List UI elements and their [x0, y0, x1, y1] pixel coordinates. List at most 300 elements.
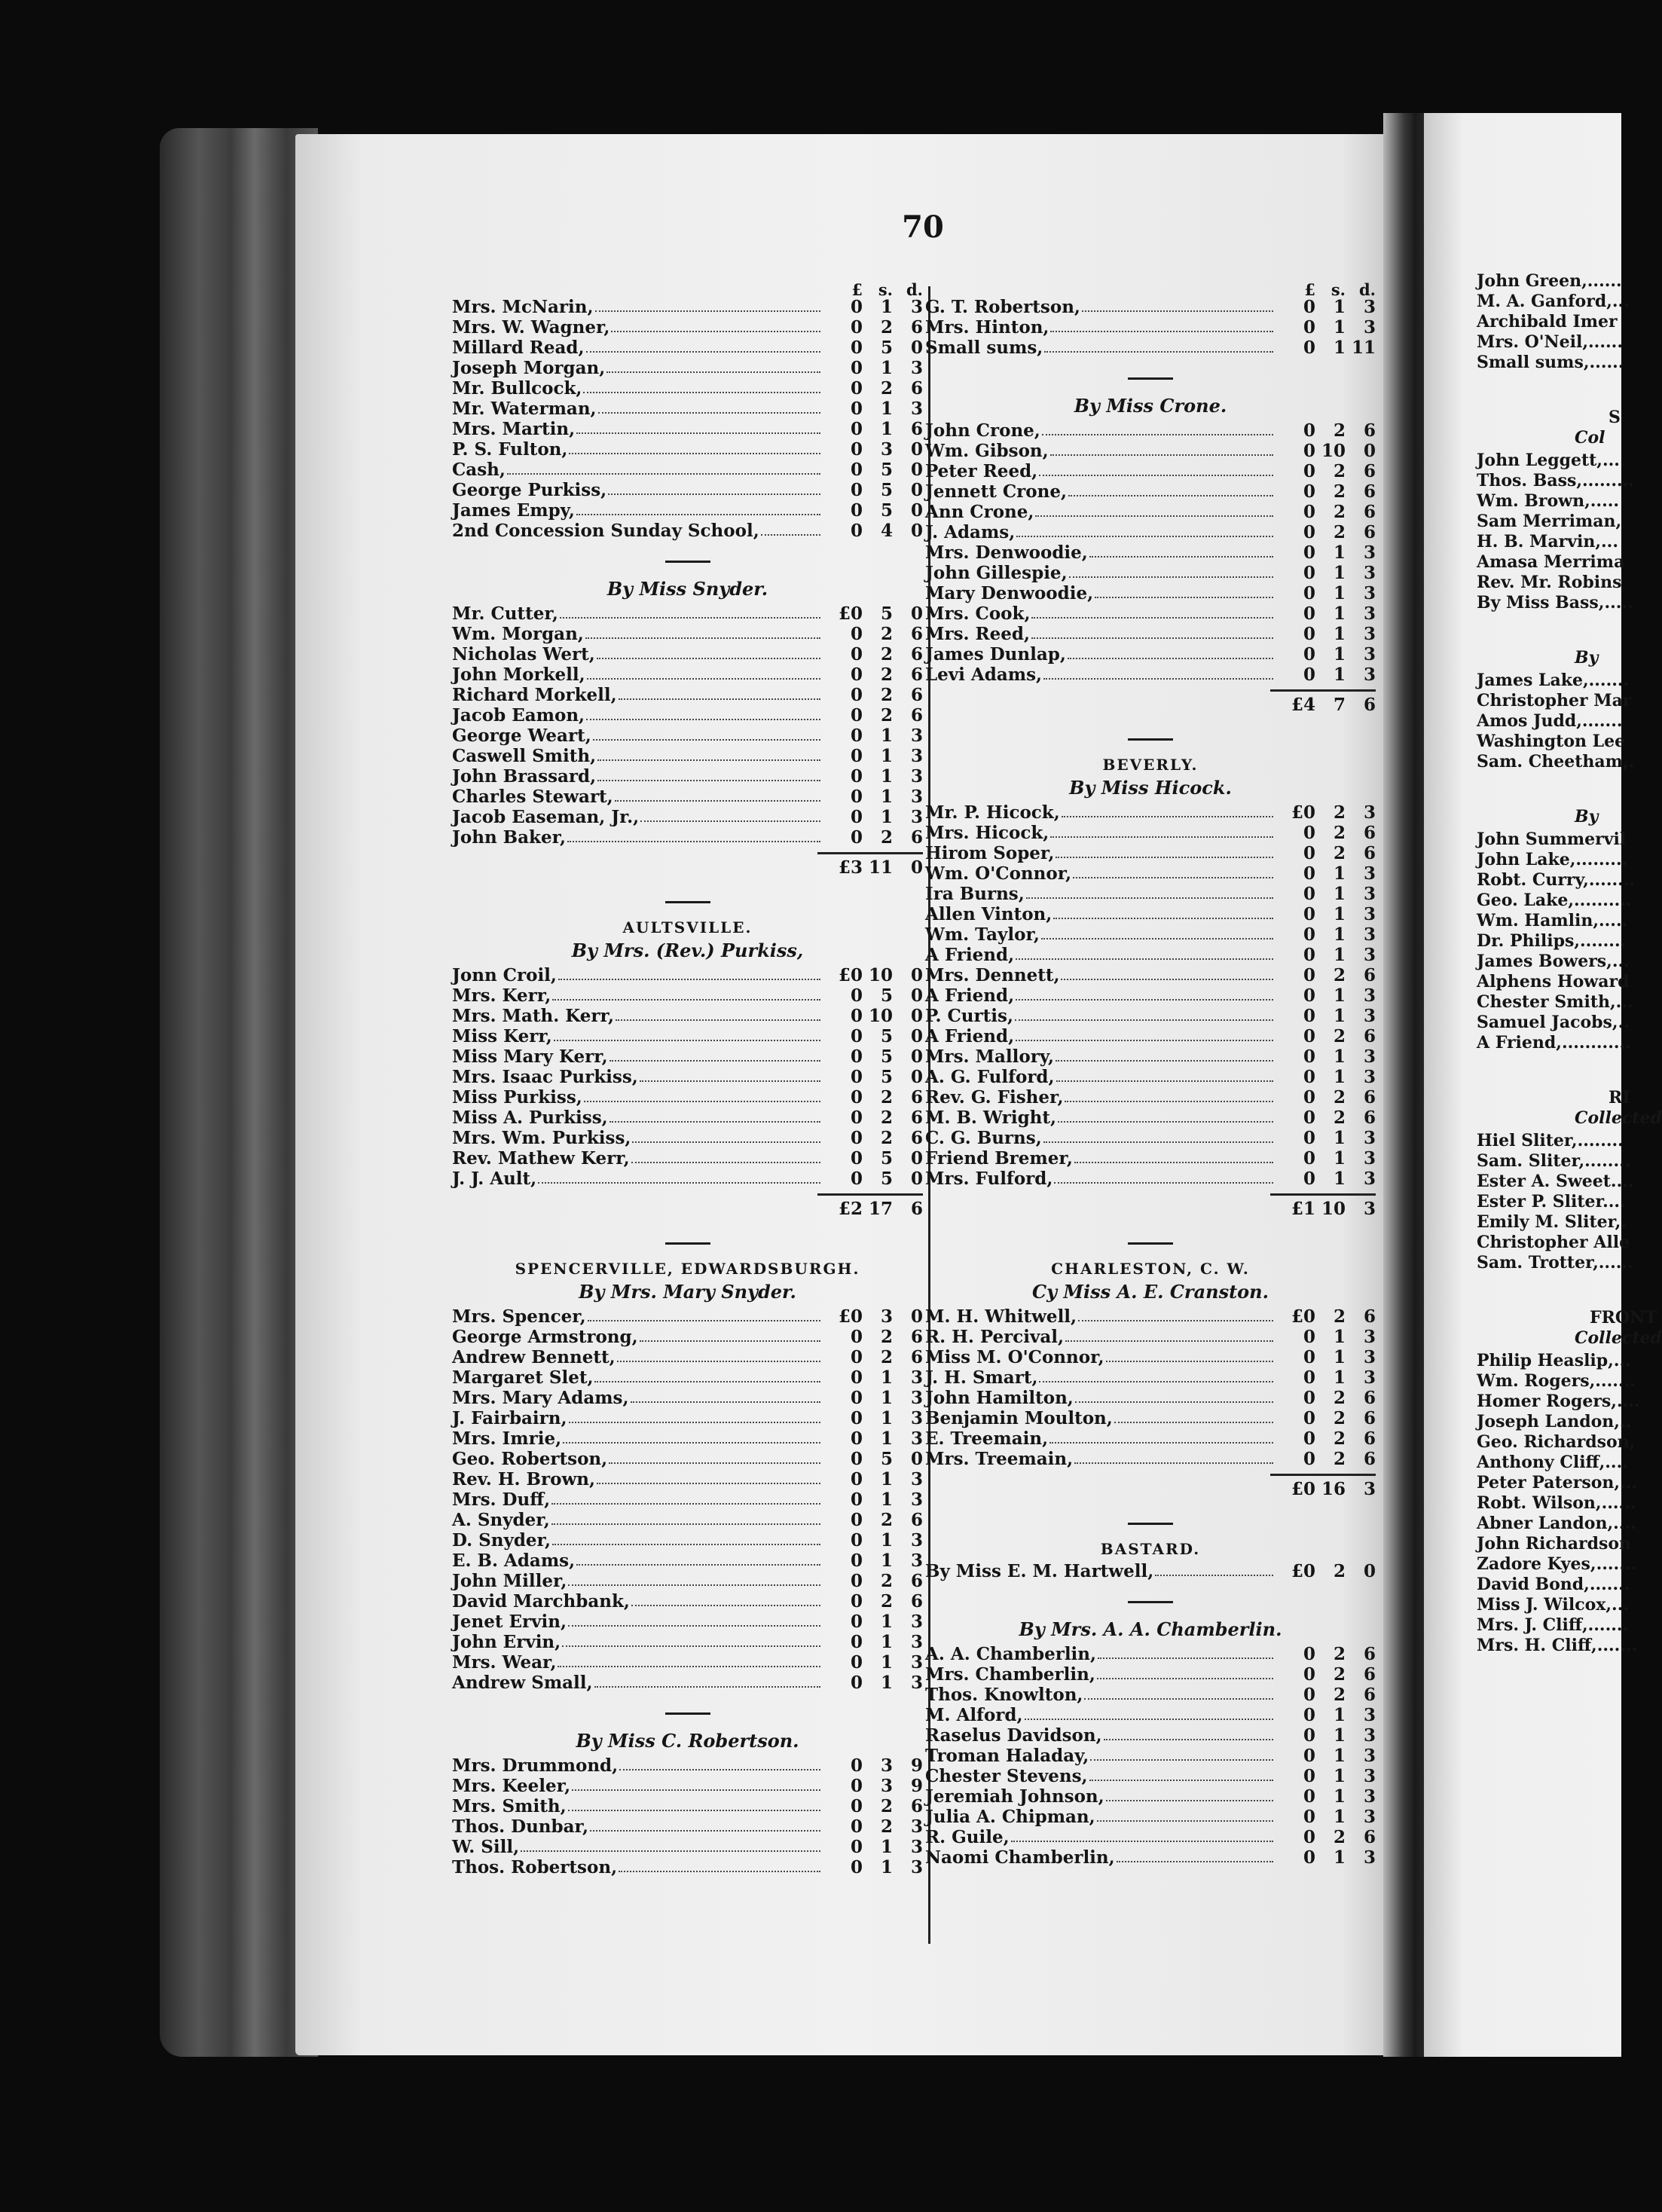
subscriber-name-wrap: [452, 1408, 825, 1428]
next-page-line: James Bowers,...: [1477, 952, 1630, 971]
subscription-row: [925, 1847, 1376, 1868]
amount-shillings: 1: [880, 1530, 893, 1551]
amount: [825, 480, 923, 500]
subscription-row: [452, 1632, 923, 1652]
subscription-row: [452, 665, 923, 685]
amount: [1278, 338, 1376, 358]
amount-pence: 3: [1363, 1847, 1376, 1868]
next-page-line: Philip Heaslip,...: [1477, 1351, 1631, 1370]
subscriber-name-wrap: [925, 945, 1278, 965]
subscriber-name-wrap: [452, 603, 825, 624]
leader-dots: [611, 317, 820, 332]
subscription-row: [925, 1725, 1376, 1746]
subscriber-name-wrap: [452, 1449, 825, 1469]
subscription-row: [925, 1087, 1376, 1108]
amount-shillings: 3: [880, 439, 893, 460]
amount-pounds: £0: [838, 1306, 863, 1327]
subscriber-name: Mrs. Duff,: [452, 1489, 551, 1510]
subscriber-name: Mrs. Spencer,: [452, 1306, 586, 1327]
amount-pounds: 0: [850, 1652, 863, 1673]
subscription-row: [925, 1347, 1376, 1367]
amount-pence: 6: [910, 378, 923, 399]
leader-dots: [1061, 965, 1273, 980]
subscriber-name: John Brassard,: [452, 766, 597, 787]
subscription-row: [452, 1408, 923, 1428]
amount-shillings: 1: [880, 1857, 893, 1877]
amount: [1278, 1128, 1376, 1148]
amount-shillings: 5: [880, 1449, 893, 1469]
subscriber-name: Mrs. Isaac Purkiss,: [452, 1067, 638, 1087]
subscriber-name-wrap: [452, 965, 825, 985]
leader-dots: [615, 787, 820, 802]
amount-shillings: 1: [1333, 563, 1346, 583]
subscription-row: [452, 807, 923, 827]
amount-pence: 3: [910, 1673, 923, 1693]
amount-shillings: 1: [1333, 1169, 1346, 1189]
leader-dots: [606, 358, 820, 373]
next-page-line: Robt. Curry,........: [1477, 870, 1636, 890]
subscriber-name-wrap: [452, 1428, 825, 1449]
amount-pounds: 0: [850, 1632, 863, 1652]
amount-shillings: 1: [1333, 1847, 1346, 1868]
leader-dots: [597, 766, 820, 781]
next-page-line: John Summervil: [1477, 830, 1627, 849]
subscription-row: [925, 965, 1376, 985]
subscription-row: [452, 766, 923, 787]
section-divider: [665, 561, 710, 563]
subscriber-name-wrap: [452, 1108, 825, 1128]
subscriber-name-wrap: [452, 1046, 825, 1067]
subscriber-name-wrap: [452, 1673, 825, 1693]
amount: [825, 1087, 923, 1108]
subscriber-name: Rev. H. Brown,: [452, 1469, 595, 1489]
amount-pence: 0: [910, 1306, 923, 1327]
amount-shillings: 5: [880, 1067, 893, 1087]
leader-dots: [595, 297, 820, 312]
subscriber-name-wrap: [925, 1148, 1278, 1169]
amount: [1278, 502, 1376, 522]
amount-pence: 3: [1363, 624, 1376, 644]
section-total: [925, 1196, 1376, 1223]
amount-pounds: 0: [850, 1367, 863, 1388]
leader-dots: [640, 807, 820, 822]
section-divider: [1128, 738, 1173, 741]
next-page-line: Mrs. H. Cliff,.......: [1477, 1636, 1638, 1655]
subscriber-name: Wm. Taylor,: [925, 924, 1040, 945]
leader-dots: [1053, 904, 1273, 919]
leader-dots: [593, 726, 820, 741]
amount-pence: 0: [910, 439, 923, 460]
subscriber-name: George Weart,: [452, 726, 591, 746]
amount-shillings: 2: [1333, 1388, 1346, 1408]
amount: [825, 460, 923, 480]
subscription-row: [925, 1449, 1376, 1469]
subscriber-name-wrap: [452, 1327, 825, 1347]
section-divider: [1128, 1523, 1173, 1525]
subscription-row: [925, 1169, 1376, 1189]
amount-pence: 3: [910, 1551, 923, 1571]
amount-pounds: 0: [1303, 338, 1315, 358]
total-shillings: 17: [868, 1199, 893, 1219]
subscription-row: [452, 1551, 923, 1571]
subscription-row: [925, 1561, 1376, 1581]
amount-pounds: 0: [1303, 1148, 1315, 1169]
subscription-row: [925, 1664, 1376, 1685]
next-page-line: Small sums,......: [1477, 353, 1624, 372]
subscriber-name-wrap: [925, 1026, 1278, 1046]
amount-pence: 6: [1363, 1306, 1376, 1327]
amount-shillings: 1: [1333, 317, 1346, 338]
amount-pence: 0: [910, 603, 923, 624]
subscriber-name: John Miller,: [452, 1571, 567, 1591]
amount: [1278, 522, 1376, 542]
amount: [1278, 441, 1376, 461]
subscriber-name: Mrs. Reed,: [925, 624, 1031, 644]
subscription-row: [925, 317, 1376, 338]
subscription-row: [452, 460, 923, 480]
amount-pounds: 0: [1303, 843, 1315, 863]
next-page-line: Geo. Richardson,: [1477, 1432, 1636, 1452]
subscription-row: [925, 1428, 1376, 1449]
amount-shillings: 1: [880, 766, 893, 787]
subscription-row: [925, 644, 1376, 665]
amount-pence: 3: [1363, 1128, 1376, 1148]
subscriber-name: John Ervin,: [452, 1632, 561, 1652]
amount-pence: 3: [910, 1408, 923, 1428]
subscriber-name: Cash,: [452, 460, 506, 480]
amount: [1278, 945, 1376, 965]
subscriber-name: Raselus Davidson,: [925, 1725, 1102, 1746]
shillings-header: s.: [1331, 280, 1346, 299]
leader-dots: [1016, 985, 1273, 1001]
subscription-row: [925, 884, 1376, 904]
amount-pounds: 0: [1303, 644, 1315, 665]
amount-pence: 3: [910, 1469, 923, 1489]
amount-pence: 0: [910, 521, 923, 541]
next-page-line: Washington Lee: [1477, 732, 1626, 751]
amount-pence: 9: [910, 1755, 923, 1776]
leader-dots: [616, 1006, 820, 1021]
subscriber-name-wrap: [452, 787, 825, 807]
subscriber-name: C. G. Burns,: [925, 1128, 1042, 1148]
amount-pence: 3: [1363, 1046, 1376, 1067]
amount-pounds: 0: [1303, 1786, 1315, 1807]
subscriber-name-wrap: [452, 1632, 825, 1652]
amount-pence: 6: [1363, 461, 1376, 481]
subscriber-name: Joseph Morgan,: [452, 358, 606, 378]
subscription-row: [452, 1347, 923, 1367]
amount-pounds: 0: [1303, 945, 1315, 965]
amount-pence: 6: [1363, 1644, 1376, 1664]
amount-pence: 3: [1363, 644, 1376, 665]
amount-pounds: 0: [1303, 1087, 1315, 1108]
leader-dots: [1069, 563, 1273, 578]
amount: [1278, 1725, 1376, 1746]
next-page-heading: By: [1575, 648, 1599, 668]
amount-shillings: 4: [880, 521, 893, 541]
subscriber-name-wrap: [452, 358, 825, 378]
amount-pounds: 0: [850, 1837, 863, 1857]
leader-dots: [552, 1530, 820, 1545]
amount: [1278, 863, 1376, 884]
next-page-line: Dr. Philips,........: [1477, 931, 1627, 951]
amount-pence: 0: [910, 985, 923, 1006]
amount-pence: 3: [1363, 1347, 1376, 1367]
amount: [825, 338, 923, 358]
subscriber-name-wrap: [925, 904, 1278, 924]
leader-dots: [1016, 945, 1273, 960]
subscriber-name-wrap: [452, 1469, 825, 1489]
leader-dots: [598, 399, 820, 414]
leader-dots: [1016, 1026, 1273, 1041]
amount-shillings: 5: [880, 500, 893, 521]
subscriber-name-wrap: [925, 884, 1278, 904]
amount-pounds: 0: [850, 726, 863, 746]
next-page-line: Christopher Mar: [1477, 691, 1632, 710]
amount-shillings: 2: [1333, 1685, 1346, 1705]
spacer: [1477, 1273, 1657, 1308]
amount: [825, 1148, 923, 1169]
amount: [1278, 1087, 1376, 1108]
amount: [825, 1408, 923, 1428]
leader-dots: [608, 480, 820, 495]
subscriber-name: Charles Stewart,: [452, 787, 613, 807]
subscription-row: [452, 1388, 923, 1408]
amount: [825, 1776, 923, 1796]
amount-pounds: 0: [1303, 297, 1315, 317]
amount-pence: 0: [910, 1026, 923, 1046]
amount: [1278, 1148, 1376, 1169]
subscription-row: [452, 1612, 923, 1632]
leader-dots: [1075, 1388, 1273, 1403]
leader-dots: [1035, 502, 1273, 517]
amount-pounds: 0: [850, 1755, 863, 1776]
subscription-row: [452, 1796, 923, 1816]
leader-dots: [568, 1796, 820, 1811]
amount: [825, 1571, 923, 1591]
amount-pence: 0: [910, 1449, 923, 1469]
leader-dots: [1058, 1108, 1273, 1123]
amount-pounds: 0: [1303, 1128, 1315, 1148]
leader-dots: [1031, 624, 1273, 639]
amount-pence: 6: [910, 624, 923, 644]
amount: [1278, 1169, 1376, 1189]
leader-dots: [1095, 583, 1273, 598]
amount-pounds: £0: [838, 965, 863, 985]
amount-pounds: 0: [1303, 965, 1315, 985]
subscription-row: [452, 1148, 923, 1169]
section-total: [925, 692, 1376, 719]
subscriber-name: A Friend,: [925, 985, 1015, 1006]
amount-pounds: 0: [1303, 441, 1315, 461]
amount-pounds: 0: [1303, 863, 1315, 884]
next-page-line: M. A. Ganford,...: [1477, 292, 1630, 311]
amount-pence: 0: [910, 1148, 923, 1169]
amount-pounds: 0: [1303, 884, 1315, 904]
subscriber-name: M. B. Wright,: [925, 1108, 1057, 1128]
section-title: AULTSVILLE.: [622, 918, 753, 936]
amount: [825, 726, 923, 746]
subscription-row: [925, 1046, 1376, 1067]
amount: [825, 1489, 923, 1510]
leader-dots: [587, 665, 820, 680]
amount-pence: 6: [1363, 1449, 1376, 1469]
subscription-row: [452, 726, 923, 746]
subscriber-name: A Friend,: [925, 945, 1015, 965]
next-page-line: James Lake,.......: [1477, 671, 1630, 690]
next-page-line: Homer Rogers,....: [1477, 1392, 1640, 1411]
leader-dots: [551, 1510, 820, 1525]
amount-pounds: 0: [1303, 1428, 1315, 1449]
amount-pence: 6: [1363, 1827, 1376, 1847]
amount: [1278, 1786, 1376, 1807]
leader-dots: [1065, 1087, 1273, 1102]
leader-dots: [507, 460, 820, 475]
amount-shillings: 1: [880, 399, 893, 419]
amount-pounds: 0: [1303, 1746, 1315, 1766]
amount-pence: 0: [1363, 1561, 1376, 1581]
subscriber-name-wrap: [452, 1816, 825, 1837]
subscriber-name: Ann Crone,: [925, 502, 1034, 522]
collector-heading: By Mrs. (Rev.) Purkiss,: [571, 939, 804, 961]
section-total: [452, 1196, 923, 1223]
subscriber-name: David Marchbank,: [452, 1591, 630, 1612]
next-page-line: Alphens Howard: [1477, 972, 1630, 991]
leader-dots: [568, 1571, 820, 1586]
amount-pence: 3: [1363, 1169, 1376, 1189]
subscription-row: [452, 1571, 923, 1591]
total-pounds: £2: [838, 1199, 863, 1219]
amount: [825, 1026, 923, 1046]
total-shillings: 11: [868, 857, 893, 878]
leader-dots: [640, 1067, 820, 1082]
subscriber-name: Jennett Crone,: [925, 481, 1067, 502]
collector-heading: By Mrs. A. A. Chamberlin.: [1019, 1618, 1282, 1640]
amount-pence: 3: [910, 297, 923, 317]
subscriber-name-wrap: [925, 1685, 1278, 1705]
amount: [825, 1006, 923, 1026]
right-page-fragment: [1424, 113, 1662, 2057]
amount-pounds: 0: [850, 1347, 863, 1367]
amount-pounds: 0: [1303, 1026, 1315, 1046]
subscriber-name: A Friend,: [925, 1026, 1015, 1046]
leader-dots: [1117, 1847, 1273, 1862]
subscriber-name-wrap: [925, 823, 1278, 843]
subscription-row: [925, 1026, 1376, 1046]
amount-pence: 3: [910, 1530, 923, 1551]
subscriber-name: Mrs. Dennett,: [925, 965, 1060, 985]
amount-shillings: 1: [880, 1469, 893, 1489]
amount: [1278, 583, 1376, 603]
subscriber-name-wrap: [925, 1006, 1278, 1026]
leader-dots: [1026, 884, 1273, 899]
amount: [1278, 1664, 1376, 1685]
amount-pence: 6: [1363, 481, 1376, 502]
subscriber-name: Mrs. Keeler,: [452, 1776, 571, 1796]
subscriber-name-wrap: [452, 317, 825, 338]
amount-shillings: 3: [880, 1755, 893, 1776]
amount: [825, 1046, 923, 1067]
subscription-row: [452, 624, 923, 644]
subscriber-name: John Hamilton,: [925, 1388, 1074, 1408]
amount-pounds: 0: [850, 439, 863, 460]
leader-dots: [619, 1755, 820, 1771]
amount-pence: 6: [910, 317, 923, 338]
amount: [825, 705, 923, 726]
amount-pence: 3: [910, 1367, 923, 1388]
next-page-line: Anthony Cliff,....: [1477, 1453, 1628, 1472]
amount-pounds: 0: [850, 1046, 863, 1067]
amount-shillings: 10: [868, 1006, 893, 1026]
amount: [825, 1428, 923, 1449]
leader-dots: [617, 1347, 820, 1362]
subscriber-name-wrap: [925, 843, 1278, 863]
subscriber-name: Jacob Eamon,: [452, 705, 585, 726]
subscriber-name-wrap: [925, 1087, 1278, 1108]
next-page-line: John Green,......: [1477, 271, 1622, 291]
subscriber-name: Mrs. Mallory,: [925, 1046, 1055, 1067]
total-pounds: £3: [838, 857, 863, 878]
amount: [825, 1612, 923, 1632]
amount-pence: 6: [910, 665, 923, 685]
amount: [1278, 1408, 1376, 1428]
subscriber-name-wrap: [452, 1612, 825, 1632]
subscription-row: [925, 1827, 1376, 1847]
subscriber-name: Andrew Small,: [452, 1673, 593, 1693]
amount-pounds: 0: [1303, 1006, 1315, 1026]
amount-pounds: 0: [1303, 522, 1315, 542]
leader-dots: [1042, 420, 1273, 435]
subscriber-name: Jacob Easeman, Jr.,: [452, 807, 640, 827]
section-title: CHARLESTON, C. W.: [1051, 1260, 1250, 1278]
amount-pounds: 0: [850, 807, 863, 827]
amount-shillings: 1: [1333, 945, 1346, 965]
subscriber-name-wrap: [452, 1388, 825, 1408]
amount-pounds: 0: [1303, 1449, 1315, 1469]
leader-dots: [1062, 802, 1273, 817]
subscriber-name-wrap: [925, 563, 1278, 583]
amount-pounds: 0: [850, 1327, 863, 1347]
subscriber-name: Levi Adams,: [925, 665, 1043, 685]
amount-pence: 6: [1363, 1026, 1376, 1046]
subscription-row: [925, 522, 1376, 542]
section-title: BASTARD.: [1100, 1540, 1201, 1558]
amount-shillings: 2: [880, 624, 893, 644]
subscription-row: [925, 297, 1376, 317]
subscriber-name: Thos. Knowlton,: [925, 1685, 1083, 1705]
subscription-row: [452, 1652, 923, 1673]
subscriber-name-wrap: [925, 1306, 1278, 1327]
amount: [825, 378, 923, 399]
amount-shillings: 1: [1333, 1705, 1346, 1725]
subscription-row: [452, 1428, 923, 1449]
amount-pounds: 0: [1303, 1169, 1315, 1189]
next-page-line: Geo. Lake,..........: [1477, 891, 1632, 910]
subscriber-name: Mrs. Martin,: [452, 419, 576, 439]
subscriber-name-wrap: [452, 1306, 825, 1327]
amount-pence: 6: [910, 1796, 923, 1816]
subscription-row: [452, 1469, 923, 1489]
subscriber-name: By Miss E. M. Hartwell,: [925, 1561, 1154, 1581]
subscriber-name-wrap: [925, 317, 1278, 338]
amount-shillings: 2: [1333, 843, 1346, 863]
amount: [825, 1551, 923, 1571]
amount: [1278, 1847, 1376, 1868]
subscriber-name-wrap: [925, 924, 1278, 945]
amount-shillings: 1: [1333, 583, 1346, 603]
amount-shillings: 1: [880, 1489, 893, 1510]
subscription-row: [925, 563, 1376, 583]
